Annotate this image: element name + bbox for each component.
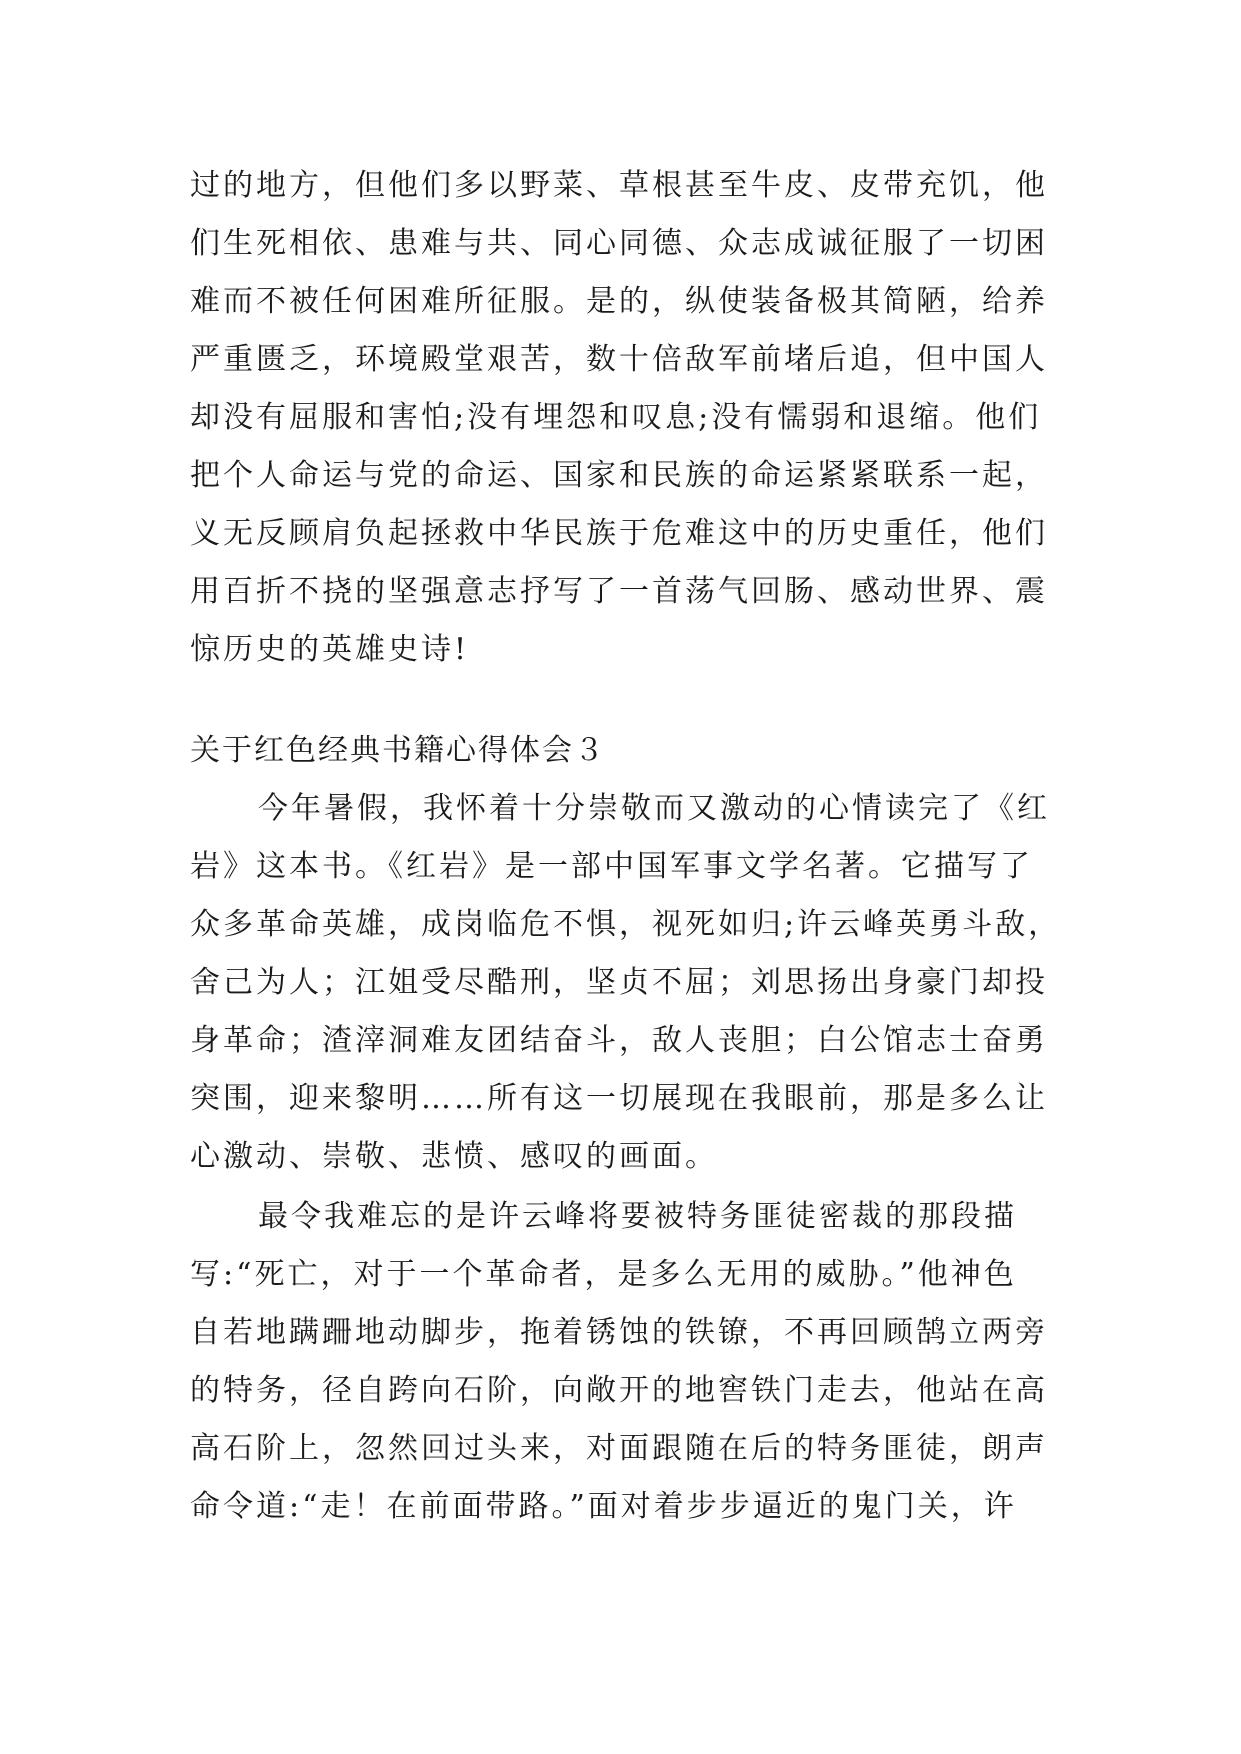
- text-line: 自若地蹒跚地动脚步，拖着锈蚀的铁镣，不再回顾鹄立两旁: [190, 1315, 1048, 1350]
- text-line: 舍己为人；江姐受尽酷刑，坚贞不屈；刘思扬出身豪门却投: [190, 965, 1048, 1000]
- text-line: 高石阶上，忽然回过头来，对面跟随在后的特务匪徒，朗声: [190, 1431, 1048, 1466]
- paragraph-continuation: [190, 157, 1070, 679]
- text-line: 写:“死亡，对于一个革命者，是多么无用的威胁。”他神色: [190, 1257, 1017, 1292]
- text-line: 难而不被任何困难所征服。是的，纵使装备极其简陋，给养: [190, 284, 1048, 319]
- text-line: 最令我难忘的是许云峰将要被特务匪徒密裁的那段描: [258, 1199, 1017, 1234]
- text-line: 用百折不挠的坚强意志抒写了一首荡气回肠、感动世界、震: [190, 574, 1048, 609]
- paragraph-intro: [190, 780, 1070, 1186]
- text-line: 惊历史的英雄史诗!: [190, 632, 470, 667]
- text-line: 突围，迎来黎明……所有这一切展现在我眼前，那是多么让: [190, 1081, 1048, 1116]
- text-line: 严重匮乏，环境殿堂艰苦，数十倍敌军前堵后追，但中国人: [190, 342, 1048, 377]
- text-line: 心激动、崇敬、悲愤、感叹的画面。: [190, 1139, 718, 1174]
- text-line: 义无反顾肩负起拯救中华民族于危难这中的历史重任，他们: [190, 516, 1048, 551]
- text-line: 命令道:“走！在前面带路。”面对着步步逼近的鬼门关，许: [190, 1489, 1017, 1524]
- text-line: 今年暑假，我怀着十分崇敬而又激动的心情读完了《红: [258, 791, 1050, 826]
- text-line: 岩》这本书。《红岩》是一部中国军事文学名著。它描写了: [190, 849, 1033, 884]
- section-heading: 关于红色经典书籍心得体会３: [190, 733, 606, 768]
- text-line: 把个人命运与党的命运、国家和民族的命运紧紧联系一起，: [190, 458, 1048, 493]
- paragraph-memorable-scene: [190, 1188, 1070, 1536]
- text-line: 身革命；渣滓洞难友团结奋斗，敌人丧胆；白公馆志士奋勇: [190, 1023, 1048, 1058]
- text-line: 们生死相依、患难与共、同心同德、众志成诚征服了一切困: [190, 226, 1048, 261]
- text-line: 众多革命英雄，成岗临危不惧，视死如归;许云峰英勇斗敌，: [190, 907, 1062, 942]
- text-line: 过的地方，但他们多以野菜、草根甚至牛皮、皮带充饥，他: [190, 168, 1048, 203]
- text-line: 的特务，径自跨向石阶，向敞开的地窖铁门走去，他站在高: [190, 1373, 1048, 1408]
- text-line: 却没有屈服和害怕;没有埋怨和叹息;没有懦弱和退缩。他们: [190, 400, 1042, 435]
